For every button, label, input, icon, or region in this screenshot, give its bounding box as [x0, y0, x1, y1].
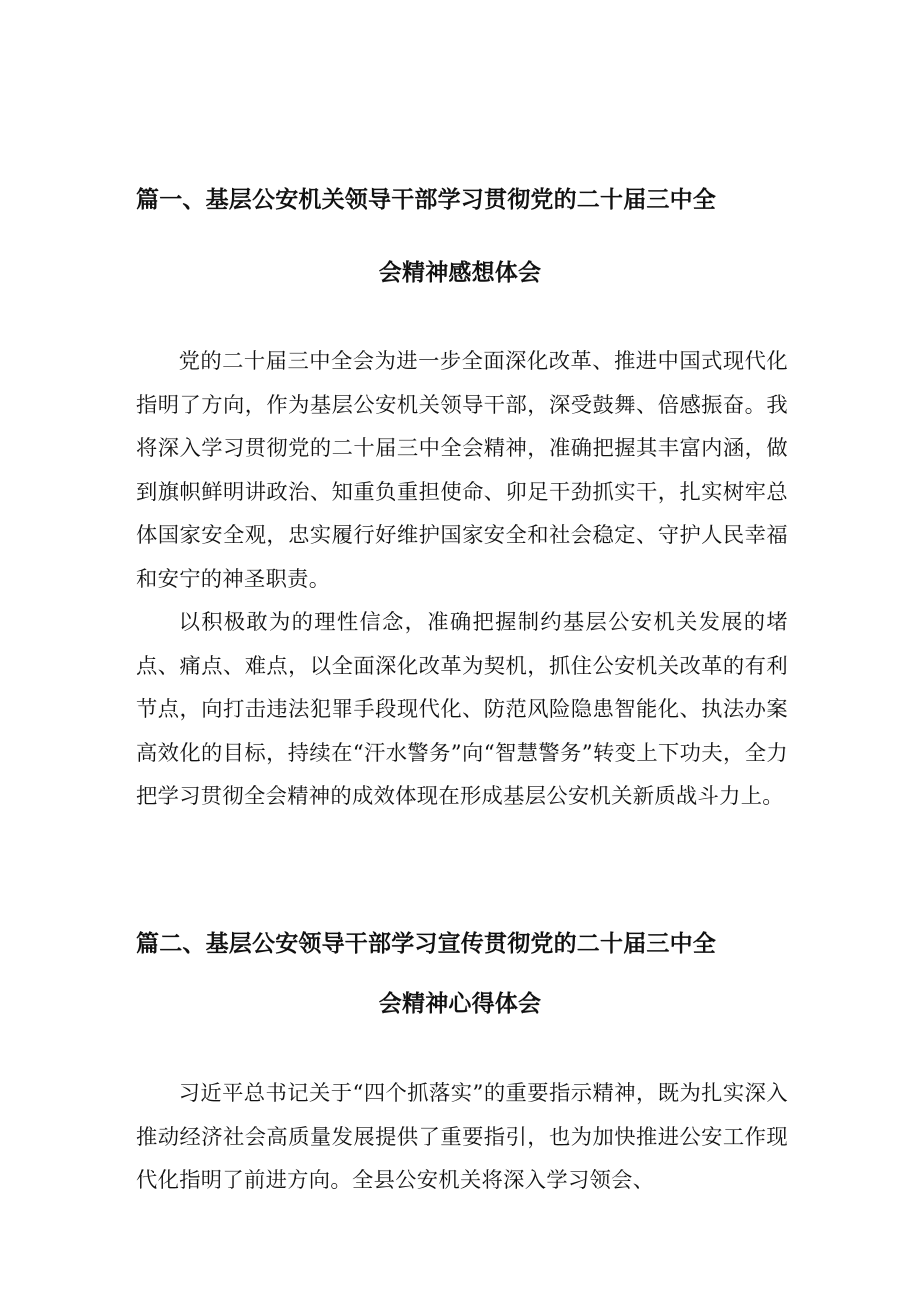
section2-title-line1: 篇二、基层公安领导干部学习宣传贯彻党的二十届三中全 [136, 931, 716, 957]
section1-title-line2: 会精神感想体会 [378, 260, 542, 286]
section2-paragraph-1: 习近平总书记关于“四个抓落实”的重要指示精神，既为扎实深入推动经济社会高质量发展提供了重要指引，也为加快推进公安工作现代化指明了前进方向。全县公安机关将深入学习领会、 [136, 1081, 788, 1193]
section2-title-line2: 会精神心得体会 [378, 991, 542, 1017]
section1-paragraph-2: 以积极敢为的理性信念，准确把握制约基层公安机关发展的堵点、痛点、难点，以全面深化改革为契机，抓住公安机关改革的有利节点，向打击违法犯罪手段现代化、防范风险隐患智能化、执法办案高效化的目标，持续在“汗水警务”向“智慧警务”转变上下功夫，全力把学习贯彻全会精神的成效体现在形成基层公安机关新质战斗力上。 [136, 610, 788, 809]
section1-paragraph-1: 党的二十届三中全会为进一步全面深化改革、推进中国式现代化指明了方向，作为基层公安机关领导干部，深受鼓舞、倍感振奋。我将深入学习贯彻党的二十届三中全会精神，准确把握其丰富内涵，做到旗帜鲜明讲政治、知重负重担使命、卯足干劲抓实干，扎实树牢总体国家安全观，忠实履行好维护国家安全和社会稳定、守护人民幸福和安宁的神圣职责。 [136, 349, 788, 592]
section1-title-line1: 篇一、基层公安机关领导干部学习贯彻党的二十届三中全 [136, 187, 716, 213]
